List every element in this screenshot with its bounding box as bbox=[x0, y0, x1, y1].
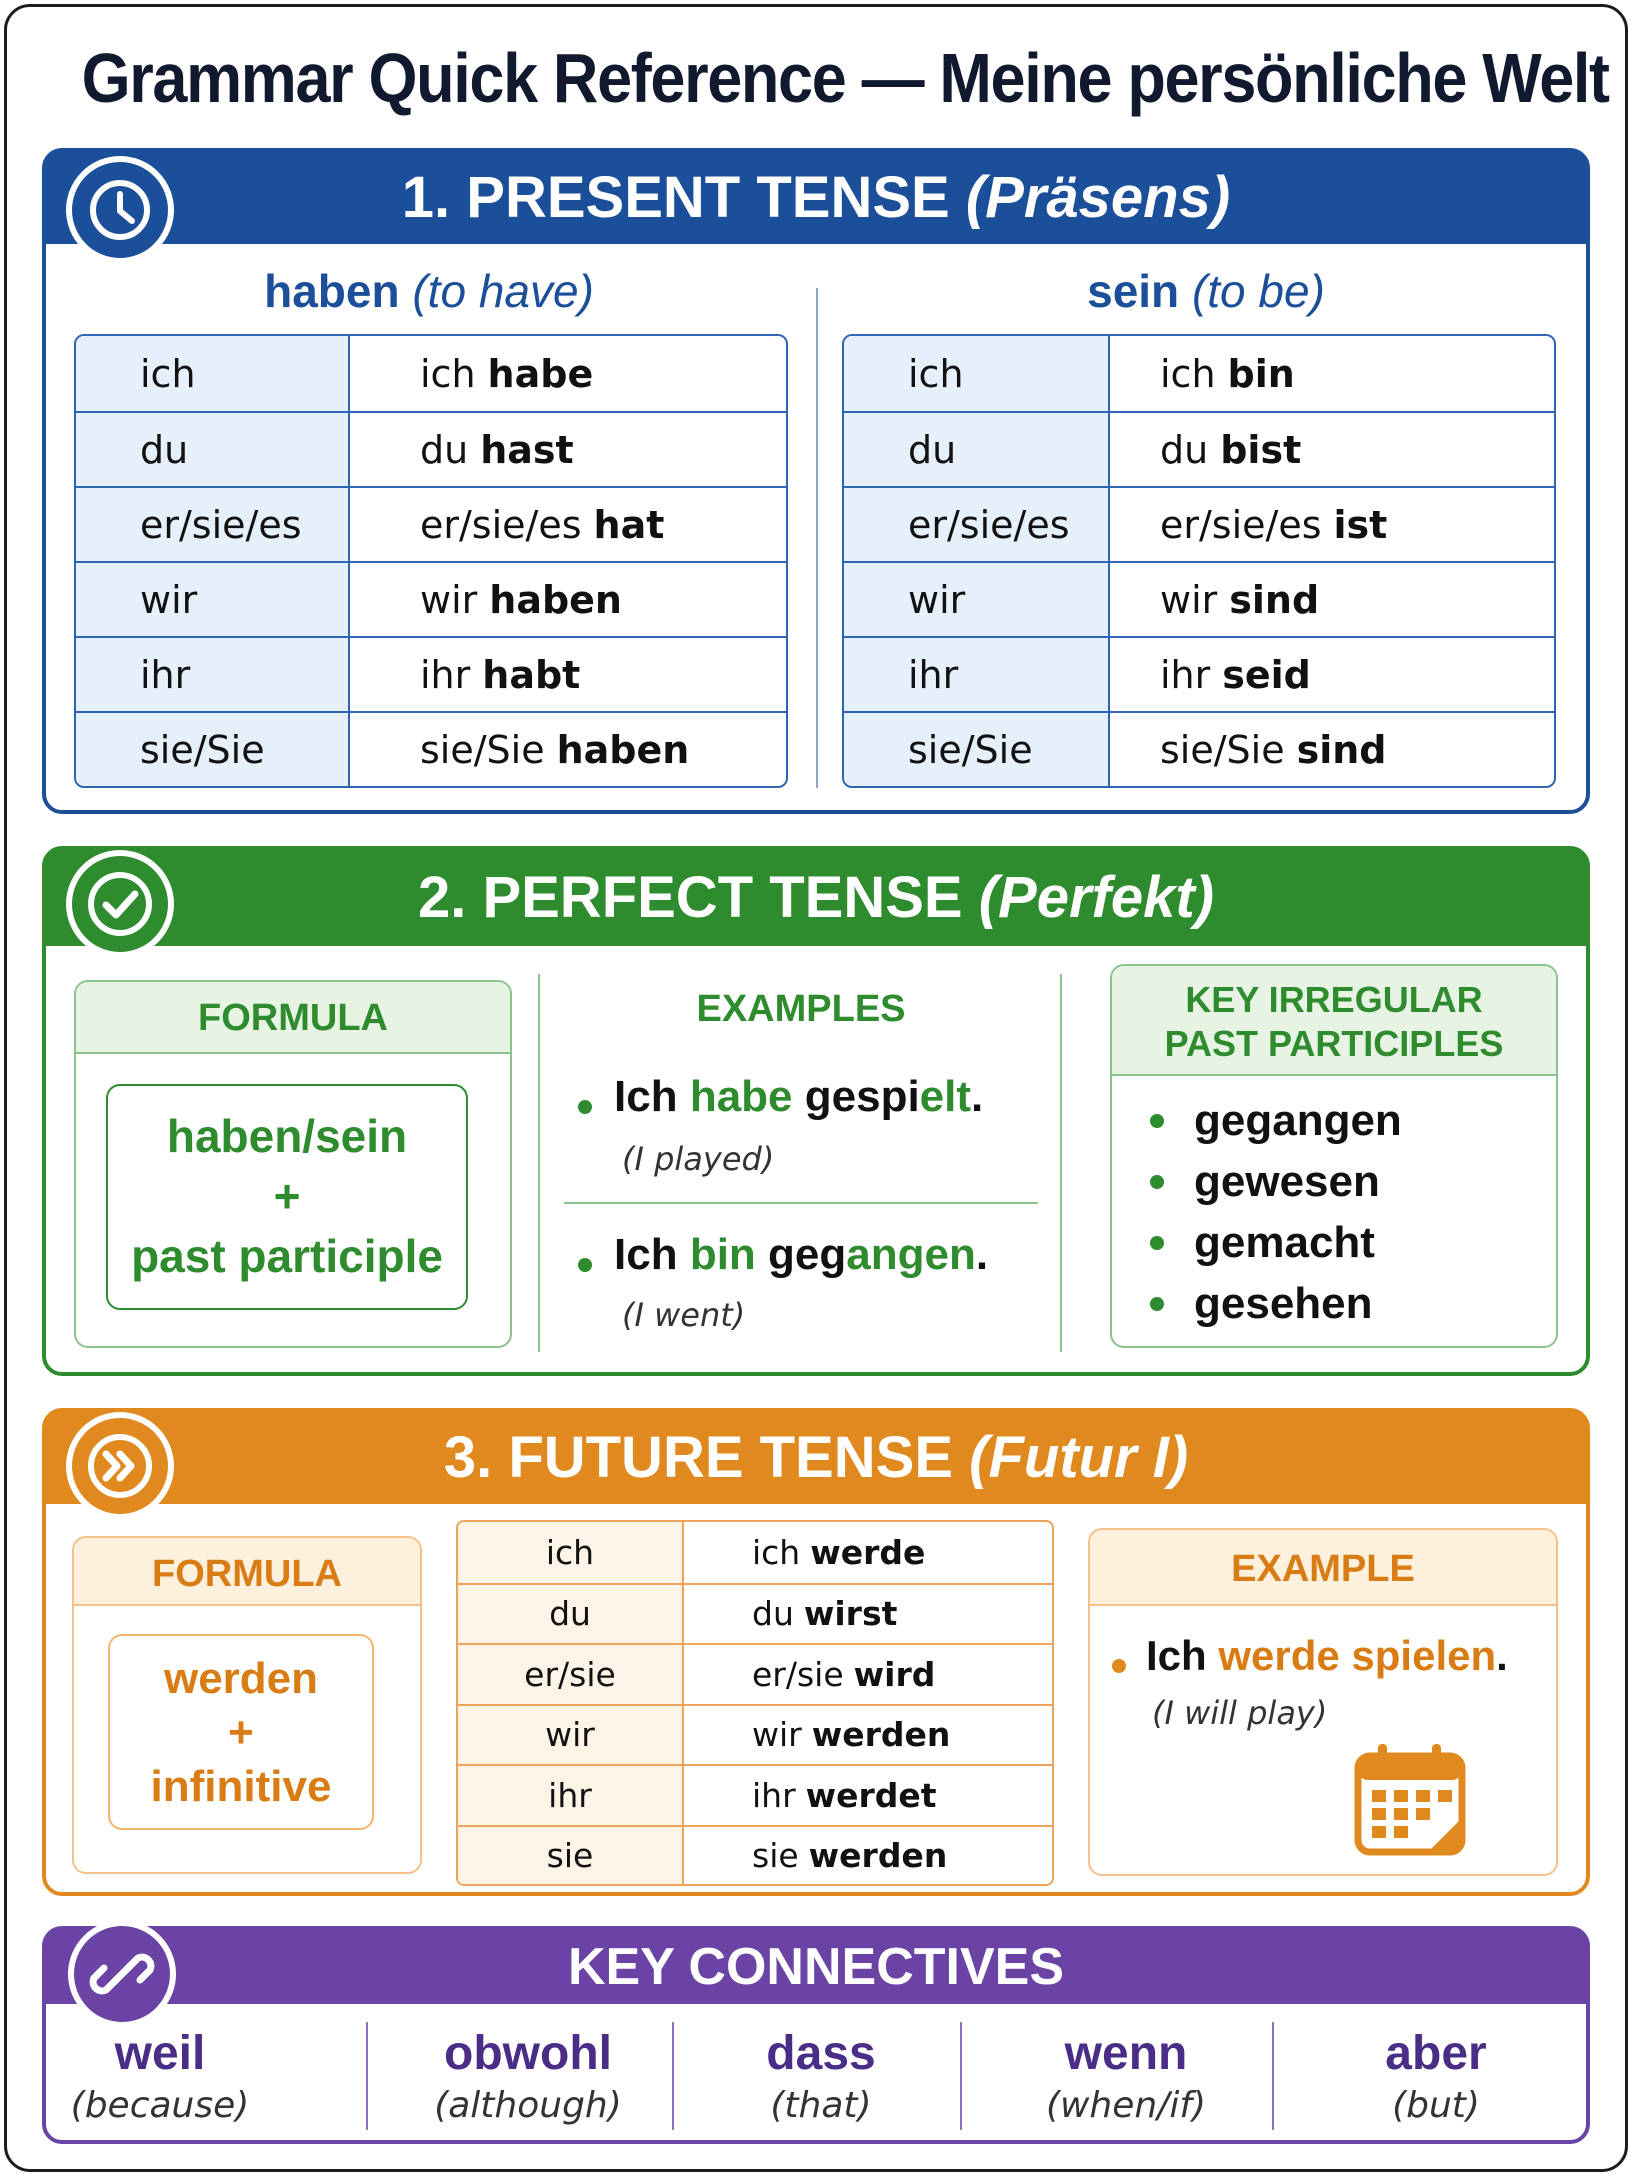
fast-forward-icon bbox=[66, 1412, 174, 1520]
pronoun-cell: du bbox=[844, 413, 1110, 486]
haben-gloss: (to have) bbox=[412, 265, 594, 317]
conjugated-form-cell bbox=[684, 1522, 1052, 1583]
present-tense-heading: 1. PRESENT TENSE bbox=[401, 165, 950, 230]
example-word: Ich bbox=[614, 1072, 678, 1121]
bullet bbox=[1150, 1236, 1164, 1250]
example-participle-ending: angen bbox=[846, 1230, 976, 1279]
conjugated-form-cell bbox=[684, 1766, 1052, 1825]
conjugation-row bbox=[844, 636, 1554, 711]
pronoun-cell: sie/Sie bbox=[844, 713, 1110, 786]
conjugated-form-cell bbox=[1110, 413, 1301, 486]
haben-title bbox=[74, 264, 784, 318]
perfect-formula-box bbox=[106, 1084, 468, 1310]
conjugated-form-cell bbox=[684, 1645, 1052, 1704]
participle-text: gegangen bbox=[1194, 1095, 1402, 1145]
connectives-header bbox=[46, 1930, 1586, 2004]
sein-verb: sein bbox=[1087, 265, 1180, 317]
example-punct: . bbox=[971, 1072, 984, 1121]
pronoun-cell: du bbox=[76, 413, 350, 486]
bullet bbox=[1150, 1297, 1164, 1311]
verb-form: wird bbox=[853, 1654, 936, 1694]
example-aux: habe bbox=[689, 1072, 793, 1121]
example-participle-part: geg bbox=[768, 1230, 847, 1279]
conjugation-row bbox=[76, 486, 786, 561]
pronoun-cell: wir bbox=[458, 1706, 684, 1765]
page-title: Grammar Quick Reference — Meine persönliche Welt bbox=[81, 39, 1609, 117]
future-example-label: EXAMPLE bbox=[1090, 1530, 1556, 1606]
sein-title bbox=[846, 264, 1566, 318]
pronoun-cell: wir bbox=[76, 563, 350, 636]
pronoun-cell: er/sie bbox=[458, 1645, 684, 1704]
haben-table bbox=[74, 334, 788, 788]
perfect-example-1-translation: (I played) bbox=[622, 1140, 775, 1178]
perfect-tense-header bbox=[46, 850, 1586, 946]
bullet bbox=[578, 1100, 592, 1114]
verb-form: sind bbox=[1229, 577, 1320, 622]
pronoun-cell: sie/Sie bbox=[76, 713, 350, 786]
pronoun-cell: ich bbox=[458, 1522, 684, 1583]
link-icon bbox=[68, 1920, 176, 2028]
form-prefix: ihr bbox=[752, 1775, 796, 1815]
verb-form: werden bbox=[808, 1836, 948, 1876]
participle-text: gewesen bbox=[1194, 1156, 1380, 1206]
form-prefix: sie/Sie bbox=[420, 727, 545, 772]
werden-table bbox=[456, 1520, 1054, 1886]
conjugated-form-cell bbox=[350, 488, 664, 561]
perfect-tense-heading: 2. PERFECT TENSE bbox=[417, 865, 963, 930]
verb-form: wirst bbox=[803, 1594, 898, 1634]
conjugation-row bbox=[844, 711, 1554, 786]
participle-item bbox=[1150, 1212, 1402, 1273]
future-tense-heading: 3. FUTURE TENSE bbox=[443, 1425, 953, 1490]
conjugated-form-cell bbox=[350, 336, 593, 411]
connective-dass bbox=[686, 2026, 956, 2130]
pronoun-cell: er/sie/es bbox=[844, 488, 1110, 561]
connective-word: wenn bbox=[1064, 2027, 1188, 2080]
werden-row bbox=[458, 1704, 1052, 1765]
future-tense-header bbox=[46, 1412, 1586, 1504]
form-prefix: ihr bbox=[1160, 652, 1211, 697]
conjugation-row bbox=[844, 561, 1554, 636]
example-word: Ich bbox=[1146, 1632, 1207, 1679]
examples-separator bbox=[564, 1202, 1038, 1204]
form-prefix: sie/Sie bbox=[1160, 727, 1285, 772]
future-formula-plus: + bbox=[228, 1708, 254, 1757]
calendar-icon bbox=[1352, 1742, 1472, 1864]
participles-panel bbox=[1110, 964, 1558, 1348]
connective-meaning: (although) bbox=[434, 2085, 622, 2126]
participle-text: gesehen bbox=[1194, 1278, 1373, 1328]
future-example bbox=[1112, 1632, 1508, 1680]
form-prefix: ihr bbox=[420, 652, 471, 697]
conjugated-form-cell bbox=[350, 563, 622, 636]
future-tense-section bbox=[42, 1408, 1590, 1896]
verb-form: werde bbox=[810, 1532, 926, 1572]
example-punct: . bbox=[1496, 1632, 1508, 1679]
column-divider bbox=[816, 288, 818, 788]
perfect-examples-label: EXAMPLES bbox=[696, 988, 906, 1030]
pronoun-cell: ich bbox=[844, 336, 1110, 411]
bullet bbox=[1150, 1114, 1164, 1128]
participles-list bbox=[1150, 1090, 1402, 1334]
connective-word: dass bbox=[766, 2027, 876, 2080]
verb-form: habt bbox=[482, 652, 581, 697]
perfect-example-2-translation: (I went) bbox=[622, 1296, 746, 1334]
verb-form: werden bbox=[811, 1715, 951, 1755]
form-prefix: sie bbox=[752, 1836, 799, 1876]
werden-row bbox=[458, 1825, 1052, 1886]
verb-form: bist bbox=[1220, 427, 1302, 472]
conjugation-row bbox=[76, 336, 786, 411]
werden-row bbox=[458, 1764, 1052, 1825]
werden-row bbox=[458, 1583, 1052, 1644]
present-tense-header bbox=[46, 152, 1586, 244]
clock-icon bbox=[66, 156, 174, 264]
conjugation-row bbox=[76, 411, 786, 486]
bullet bbox=[1150, 1175, 1164, 1189]
perfect-divider-1 bbox=[538, 974, 540, 1352]
conjugated-form-cell bbox=[1110, 488, 1387, 561]
conjugated-form-cell bbox=[1110, 336, 1295, 411]
perfect-tense-heading-de: (Perfekt) bbox=[978, 865, 1215, 930]
participles-label bbox=[1112, 966, 1556, 1076]
form-prefix: du bbox=[752, 1594, 794, 1634]
conjugated-form-cell bbox=[684, 1827, 1052, 1886]
pronoun-cell: ihr bbox=[458, 1766, 684, 1825]
form-prefix: wir bbox=[420, 577, 478, 622]
connective-weil bbox=[60, 2026, 260, 2130]
participles-label-line1: KEY IRREGULAR bbox=[1185, 979, 1483, 1020]
verb-form: ist bbox=[1333, 502, 1388, 547]
sein-gloss: (to be) bbox=[1191, 265, 1325, 317]
perfect-formula-line2: past participle bbox=[131, 1230, 443, 1282]
perfect-example-1 bbox=[578, 1072, 983, 1122]
conjugation-row bbox=[76, 561, 786, 636]
form-prefix: du bbox=[1160, 427, 1209, 472]
future-formula-box bbox=[108, 1634, 374, 1830]
conjugated-form-cell bbox=[1110, 713, 1387, 786]
connective-meaning: (but) bbox=[1392, 2085, 1480, 2126]
verb-form: hast bbox=[480, 427, 574, 472]
form-prefix: er/sie bbox=[752, 1654, 844, 1694]
pronoun-cell: ich bbox=[76, 336, 350, 411]
verb-form: haben bbox=[556, 727, 690, 772]
conjugation-row bbox=[844, 486, 1554, 561]
verb-form: seid bbox=[1222, 652, 1311, 697]
conjugated-form-cell bbox=[684, 1706, 1052, 1765]
connective-meaning: (that) bbox=[770, 2085, 872, 2126]
conjugation-row bbox=[844, 336, 1554, 411]
conjugated-form-cell bbox=[350, 713, 689, 786]
form-prefix: wir bbox=[1160, 577, 1218, 622]
participle-item bbox=[1150, 1273, 1402, 1334]
example-future-verb: werde spielen bbox=[1218, 1632, 1497, 1679]
verb-form: sind bbox=[1296, 727, 1387, 772]
verb-form: haben bbox=[489, 577, 622, 622]
conjugation-row bbox=[844, 411, 1554, 486]
conjugated-form-cell bbox=[1110, 638, 1311, 711]
perfect-formula-panel bbox=[74, 980, 512, 1348]
present-tense-section bbox=[42, 148, 1590, 814]
participles-label-line2: PAST PARTICIPLES bbox=[1164, 1023, 1504, 1064]
werden-row bbox=[458, 1643, 1052, 1704]
present-tense-heading-de: (Präsens) bbox=[965, 165, 1231, 230]
pronoun-cell: wir bbox=[844, 563, 1110, 636]
connective-word: weil bbox=[114, 2027, 206, 2080]
connective-divider bbox=[366, 2022, 368, 2130]
haben-verb: haben bbox=[264, 265, 400, 317]
werden-row bbox=[458, 1522, 1052, 1583]
participle-text: gemacht bbox=[1194, 1217, 1375, 1267]
example-punct: . bbox=[975, 1230, 989, 1279]
bullet bbox=[1112, 1659, 1126, 1673]
verb-form: bin bbox=[1227, 351, 1295, 396]
conjugated-form-cell bbox=[350, 413, 574, 486]
pronoun-cell: ihr bbox=[844, 638, 1110, 711]
verb-form: werdet bbox=[805, 1775, 937, 1815]
connective-obwohl bbox=[378, 2026, 678, 2130]
form-prefix: ich bbox=[1160, 351, 1216, 396]
future-tense-heading-de: (Futur I) bbox=[969, 1425, 1189, 1490]
perfect-formula-label: FORMULA bbox=[76, 982, 510, 1054]
conjugated-form-cell bbox=[1110, 563, 1319, 636]
participle-item bbox=[1150, 1090, 1402, 1151]
connectives-heading: KEY CONNECTIVES bbox=[567, 1938, 1065, 1996]
connective-divider bbox=[960, 2022, 962, 2130]
future-formula-line1: werden bbox=[163, 1654, 319, 1703]
pronoun-cell: ihr bbox=[76, 638, 350, 711]
connective-divider bbox=[672, 2022, 674, 2130]
participle-item bbox=[1150, 1151, 1402, 1212]
perfect-example-2 bbox=[578, 1230, 988, 1280]
connective-meaning: (because) bbox=[70, 2085, 250, 2126]
verb-form: hat bbox=[593, 502, 665, 547]
connective-aber bbox=[1286, 2026, 1586, 2130]
future-formula-line2: infinitive bbox=[150, 1762, 332, 1811]
connective-meaning: (when/if) bbox=[1045, 2085, 1207, 2126]
connective-word: obwohl bbox=[444, 2027, 612, 2080]
future-formula-panel bbox=[72, 1536, 422, 1874]
future-example-panel bbox=[1088, 1528, 1558, 1876]
conjugation-row bbox=[76, 636, 786, 711]
example-word: Ich bbox=[614, 1230, 678, 1279]
perfect-divider-2 bbox=[1060, 974, 1062, 1352]
pronoun-cell: du bbox=[458, 1585, 684, 1644]
future-formula-label: FORMULA bbox=[74, 1538, 420, 1606]
example-participle-part: gespi bbox=[804, 1072, 920, 1121]
perfect-formula-line1: haben/sein bbox=[166, 1110, 408, 1162]
pronoun-cell: er/sie/es bbox=[76, 488, 350, 561]
form-prefix: er/sie/es bbox=[1160, 502, 1322, 547]
example-aux: bin bbox=[689, 1230, 756, 1279]
connectives-section bbox=[42, 1926, 1590, 2144]
future-example-translation: (I will play) bbox=[1152, 1694, 1328, 1732]
checkmark-icon bbox=[66, 850, 174, 958]
conjugated-form-cell bbox=[350, 638, 580, 711]
sein-table bbox=[842, 334, 1556, 788]
perfect-formula-plus: + bbox=[273, 1170, 301, 1222]
form-prefix: ich bbox=[420, 351, 476, 396]
connective-wenn bbox=[976, 2026, 1276, 2130]
form-prefix: du bbox=[420, 427, 469, 472]
pronoun-cell: sie bbox=[458, 1827, 684, 1886]
perfect-tense-section bbox=[42, 846, 1590, 1376]
example-participle-ending: elt bbox=[919, 1072, 972, 1121]
form-prefix: wir bbox=[752, 1715, 802, 1755]
form-prefix: ich bbox=[752, 1532, 801, 1572]
bullet bbox=[578, 1258, 592, 1272]
connective-divider bbox=[1272, 2022, 1274, 2130]
conjugated-form-cell bbox=[684, 1585, 1052, 1644]
verb-form: habe bbox=[487, 351, 594, 396]
form-prefix: er/sie/es bbox=[420, 502, 582, 547]
connective-word: aber bbox=[1385, 2027, 1487, 2080]
conjugation-row bbox=[76, 711, 786, 786]
